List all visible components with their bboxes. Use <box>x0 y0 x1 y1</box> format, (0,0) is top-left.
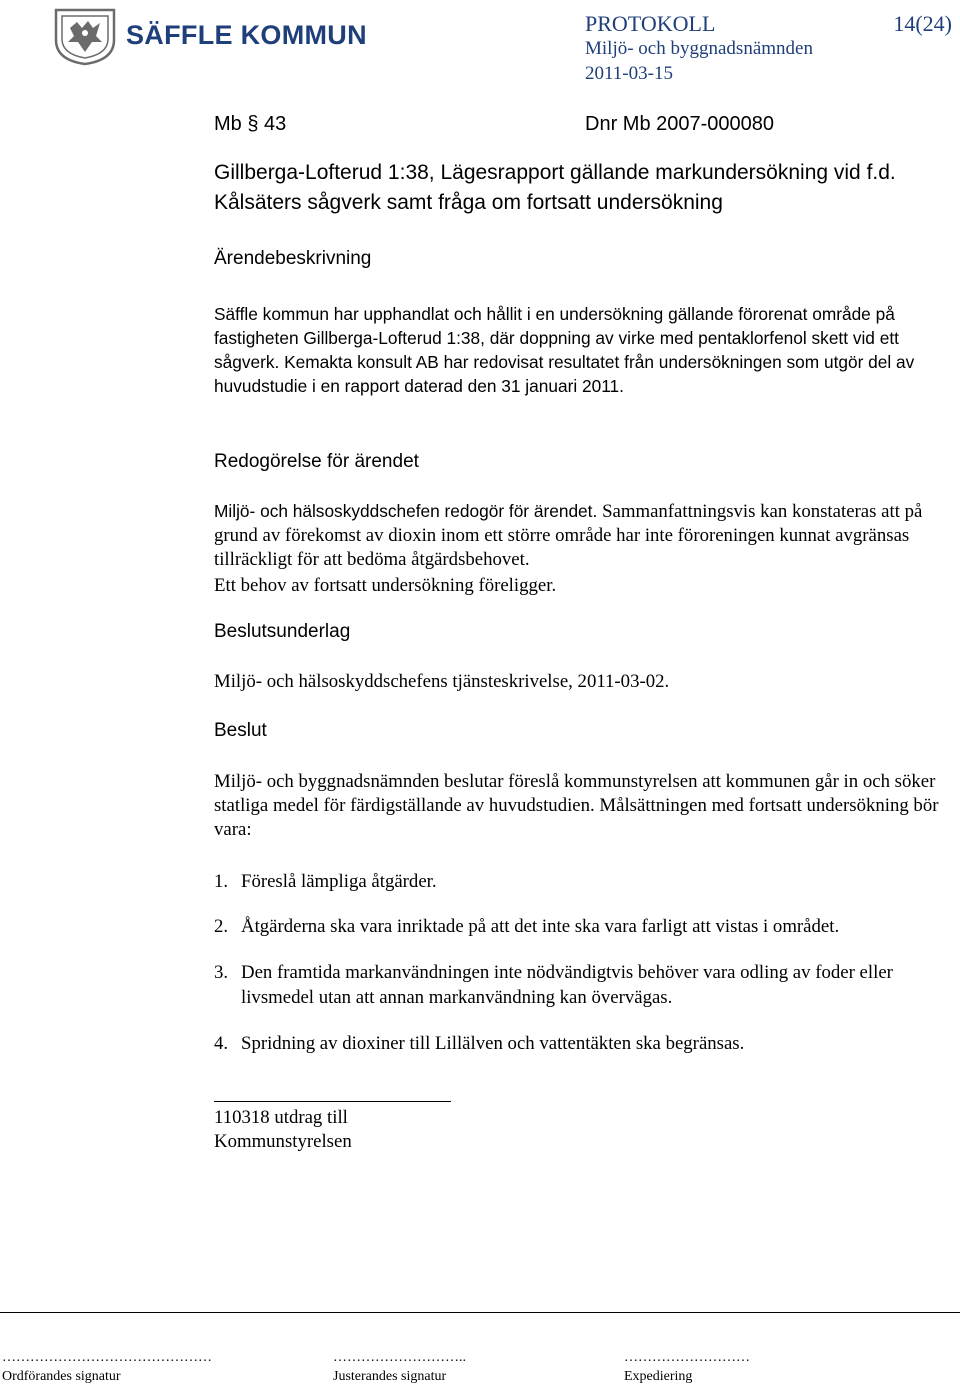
case-title: Gillberga-Lofterud 1:38, Lägesrapport gällande markundersökning vid f.d. Kålsäters sågverk samt fråga om fortsatt undersökning <box>214 161 896 214</box>
list-item <box>214 914 959 939</box>
footer-divider <box>0 1312 960 1313</box>
signature-dots-3: ……………………… <box>624 1350 750 1365</box>
redogorelse-summary: Sammanfattningsvis kan konstateras att på grund av förekomst av dioxin inom ett större område har inte föroreningen kunnat avgränsas tillräckligt för att bedöma åtgärdsbehovet. <box>214 501 923 570</box>
signature-dispatch: Expediering <box>624 1369 693 1384</box>
page-number: 14(24) <box>893 11 952 36</box>
signature-adjuster: Justerandes signatur <box>333 1369 447 1384</box>
redogorelse-text <box>214 499 959 572</box>
list-number: 4. <box>214 1033 229 1054</box>
distribution-line-2: Kommunstyrelsen <box>214 1131 352 1152</box>
section-heading-redogorelse: Redogörelse för ärendet <box>214 451 419 472</box>
beslut-text: Miljö- och byggnadsnämnden beslutar föreslå kommunstyrelsen att kommunen går in och söker statliga medel för färdigställande av huvudstudien. Målsättningen med fortsatt undersökning bör vara: <box>214 771 939 840</box>
underlag-text: Miljö- och hälsoskyddschefens tjänsteskrivelse, 2011-03-02. <box>214 671 670 692</box>
signature-dots-2: ……………………….. <box>333 1350 466 1365</box>
case-number: Dnr Mb 2007-000080 <box>585 113 775 135</box>
committee-name: Miljö- och byggnadsnämnden <box>585 38 813 59</box>
list-number: 1. <box>214 871 229 892</box>
list-item <box>214 869 959 894</box>
list-item <box>214 1031 959 1056</box>
section-heading-arende: Ärendebeskrivning <box>214 248 372 269</box>
document-type: PROTOKOLL <box>585 11 716 36</box>
org-name: SÄFFLE KOMMUN <box>126 20 367 50</box>
redogorelse-conclusion: Ett behov av fortsatt undersökning föreligger. <box>214 575 557 596</box>
paragraph-number: Mb § 43 <box>214 113 287 135</box>
redogorelse-intro: Miljö- och hälsoskyddschefen redogör för ärendet. <box>214 501 598 521</box>
list-text: Åtgärderna ska vara inriktade på att det inte ska vara farligt att vistas i området. <box>241 916 840 937</box>
distribution-line-1: 110318 utdrag till <box>214 1107 348 1128</box>
list-number: 2. <box>214 916 229 937</box>
list-item <box>214 960 959 1010</box>
section-heading-underlag: Beslutsunderlag <box>214 621 351 642</box>
meeting-date: 2011-03-15 <box>585 63 673 84</box>
list-text: Spridning av dioxiner till Lillälven och vattentäkten ska begränsas. <box>241 1033 745 1054</box>
signature-chair: Ordförandes signatur <box>2 1369 121 1384</box>
distribution-divider <box>214 1101 451 1102</box>
list-text: Föreslå lämpliga åtgärder. <box>241 871 437 892</box>
list-text: Den framtida markanvändningen inte nödvändigtvis behöver vara odling av foder eller livsmedel utan att annan markanvändning kan övervägas. <box>241 962 893 1008</box>
list-number: 3. <box>214 962 229 983</box>
section-heading-beslut: Beslut <box>214 720 267 741</box>
signature-dots-1: ……………………………………… <box>2 1350 212 1365</box>
arende-text: Säffle kommun har upphandlat och hållit i en undersökning gällande förorenat område på fastigheten Gillberga-Lofterud 1:38, där doppning av virke med pentaklorfenol skett vid ett sågverk. Kemakta konsult AB har redovisat resultatet från undersökningen som utgör del av huvudstudie i en rapport daterad den 31 januari 2011. <box>214 304 915 396</box>
